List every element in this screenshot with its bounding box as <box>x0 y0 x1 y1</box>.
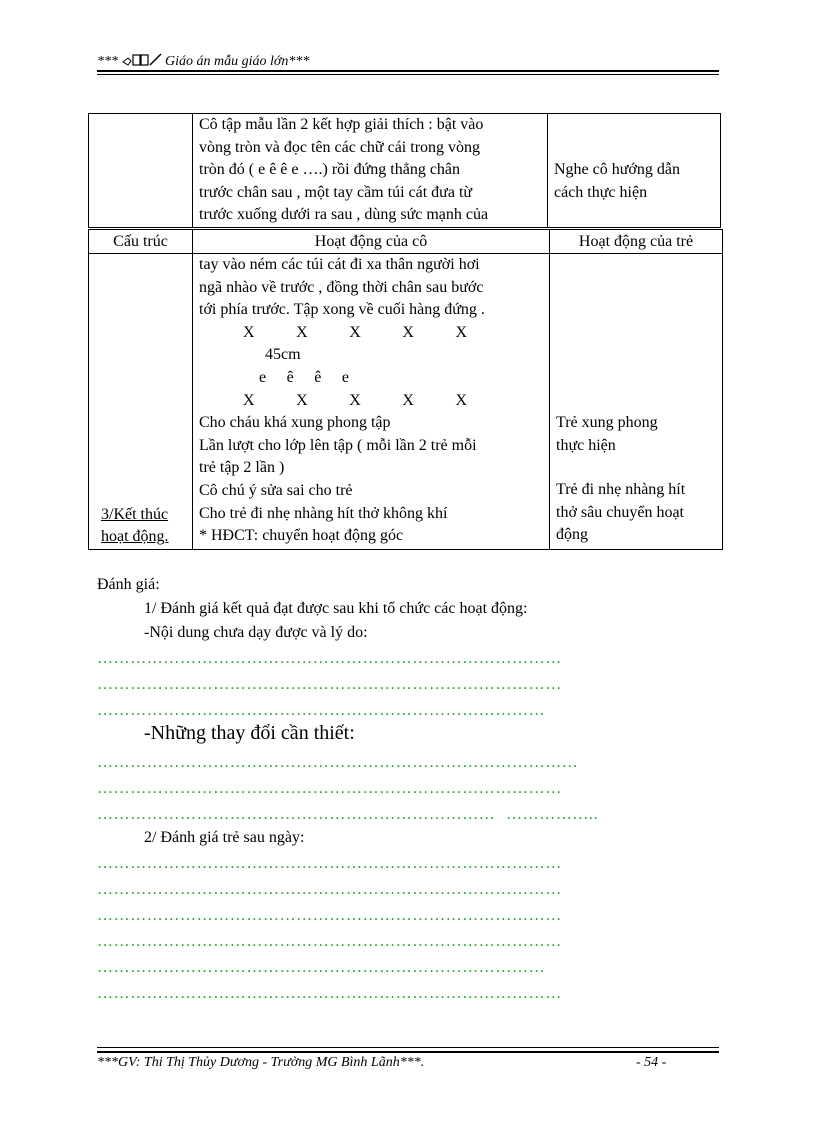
dotted-line: ………………………………………………………………………… <box>97 855 562 872</box>
text-line: Cô tập mẫu lần 2 kết hợp giải thích : bật vào <box>199 116 484 133</box>
text-line: vòng tròn và đọc tên các chữ cái trong vòng <box>199 138 481 156</box>
dotted-segment: …………….. <box>506 806 599 823</box>
x-mark: X <box>455 391 467 409</box>
text-line: tới phía trước. Tập xong về cuối hàng đứng . <box>199 301 485 319</box>
dotted-line: ……………………………………………………………………… <box>97 959 546 976</box>
footer-author: ***GV: Thi Thị Thủy Dương - Trường MG Bình Lãnh***. <box>97 1055 425 1070</box>
evaluation-title: Đánh giá: <box>97 576 160 593</box>
letter: ê <box>314 368 322 386</box>
dotted-line: ………………………………………………………………………… <box>97 676 562 693</box>
x-mark: X <box>349 391 361 409</box>
structure-cell <box>89 254 193 550</box>
text-line: tay vào ném các túi cát đi xa thân người hơi <box>199 256 480 273</box>
text-line: tròn đó ( e ê ê e ….) rồi đứng thẳng chân <box>199 161 461 179</box>
dotted-segment: ……………………………………………………………… <box>97 806 496 823</box>
content-label: -Nội dung chưa dạy được và lý do: <box>144 624 368 641</box>
text-line: Trẻ xung phong <box>556 414 658 431</box>
x-mark: X <box>402 391 414 409</box>
text-line: thở sâu chuyển hoạt <box>556 503 684 521</box>
letter: e <box>259 368 267 386</box>
structure-cell-empty <box>89 114 193 228</box>
teacher-activity-cell <box>193 254 550 550</box>
footer-rule <box>97 1051 719 1053</box>
child-activity-cell <box>548 114 721 228</box>
text-line: Cô chú ý sửa sai cho trẻ <box>199 481 353 499</box>
dotted-line: ………………………………………………………………………… <box>97 881 562 898</box>
dotted-line: ………………………………………………………………………… <box>97 933 562 950</box>
x-mark: X <box>296 323 308 341</box>
text-line: Trẻ đi nhẹ nhàng hít <box>556 481 686 499</box>
text-line: cách thực hiện <box>554 183 648 201</box>
evaluation-item-2: 2/ Đánh giá trẻ sau ngày: <box>144 829 305 846</box>
table-continuation <box>88 113 721 228</box>
text-line: trẻ tập 2 lần ) <box>199 459 285 477</box>
structure-label: hoạt động. <box>101 528 169 546</box>
teacher-activity-cell <box>193 114 548 228</box>
text-line: thực hiện <box>556 436 616 454</box>
distance-label: 45cm <box>265 346 301 364</box>
header-child-activity: Hoạt động của trẻ <box>550 230 723 254</box>
lesson-table <box>88 229 723 550</box>
letter: e <box>341 368 349 386</box>
header-title: Giáo án mẫu giáo lớn*** <box>165 54 310 69</box>
text-line: động <box>556 526 588 544</box>
text-line: trước chân sau , một tay cầm túi cát đưa từ <box>199 183 473 201</box>
dotted-line: ………………………………………………………………………… <box>97 907 562 924</box>
text-line: Lần lượt cho lớp lên tập ( mỗi lần 2 trẻ mỗi <box>199 436 477 454</box>
header-rule-thin <box>97 74 719 75</box>
footer-rule-thin <box>97 1047 719 1048</box>
header-teacher-activity: Hoạt động của cô <box>193 230 550 254</box>
x-formation-row <box>243 390 467 413</box>
header-rule <box>97 70 719 72</box>
evaluation-item-1: 1/ Đánh giá kết quả đạt được sau khi tổ chức các hoạt động: <box>144 600 528 617</box>
x-mark: X <box>455 323 467 341</box>
x-mark: X <box>243 323 255 341</box>
dotted-line: ……………………………………………………………………… <box>97 702 546 719</box>
header-structure: Cấu trúc <box>89 230 193 254</box>
x-mark: X <box>296 391 308 409</box>
text-line: trước xuống dưới ra sau , dùng sức mạnh của <box>199 206 489 224</box>
dotted-line: ………………………………………………………………………… <box>97 650 562 667</box>
dotted-line: ………………………………………………………………………… <box>97 780 562 797</box>
text-line: Cho cháu khá xung phong tập <box>199 414 391 432</box>
x-mark: X <box>243 391 255 409</box>
dotted-line: …………………………………………………………………………… <box>97 754 579 771</box>
changes-label: -Những thay đổi cần thiết: <box>144 722 355 744</box>
letters-row <box>259 367 349 390</box>
structure-label: 3/Kết thúc <box>101 505 169 523</box>
text-line: Cho trẻ đi nhẹ nhàng hít thở không khí <box>199 504 448 522</box>
page-number: - 54 - <box>636 1055 667 1070</box>
x-formation-row <box>243 322 467 345</box>
dotted-line <box>97 806 598 824</box>
dotted-line: ………………………………………………………………………… <box>97 985 562 1002</box>
text-line: Nghe cô hướng dẫn <box>554 160 680 178</box>
letter: ê <box>286 368 294 386</box>
child-activity-cell <box>550 254 723 550</box>
text-line: * HĐCT: chuyển hoạt động góc <box>199 527 404 545</box>
x-mark: X <box>349 323 361 341</box>
x-mark: X <box>402 323 414 341</box>
text-line: ngã nhào về trước , đồng thời chân sau bước <box>199 278 484 296</box>
header-prefix: *** <box>97 54 122 69</box>
